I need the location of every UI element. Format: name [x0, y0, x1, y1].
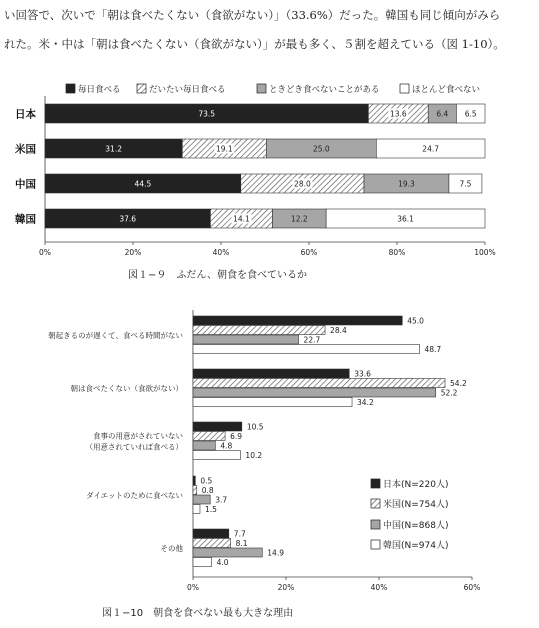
data-label: 1.5: [204, 505, 217, 514]
x-tick-label: 40%: [370, 583, 388, 592]
x-tick-label: 100%: [474, 248, 496, 257]
category-label: 食事の用意がされていない: [93, 431, 183, 441]
legend-label-1: 日本(N=220人): [383, 480, 449, 490]
bar: [193, 326, 325, 335]
bar: [193, 505, 200, 514]
x-tick-label: 20%: [277, 583, 295, 592]
figure-1-stacked-bar-chart: [0, 75, 539, 345]
data-label: 19.3: [398, 179, 415, 189]
intro-text-line-1: い回答で、次いで「朝は食べたくない（食欲がない）」（33.6%）だった。韓国も同じ傾向がみら: [4, 8, 501, 22]
category-label: その他: [160, 544, 183, 553]
legend-label-2: 米国(N=754人): [383, 500, 449, 510]
category-label: 日本: [15, 108, 36, 121]
x-tick-label: 0%: [187, 583, 199, 592]
legend-label-2: だいたい毎日食べる: [149, 85, 226, 95]
x-tick-label: 40%: [212, 248, 230, 257]
legend-label-4: 韓国(N=974人): [383, 541, 449, 551]
data-label: 4.0: [216, 558, 229, 567]
bar: [193, 345, 419, 354]
category-label: 中国: [15, 178, 36, 191]
data-label: 10.5: [246, 422, 264, 432]
data-label: 52.2: [440, 388, 458, 398]
bar: [193, 398, 352, 407]
data-label: 4.8: [220, 441, 233, 451]
data-label: 73.5: [198, 109, 216, 119]
data-label: 8.1: [235, 539, 248, 548]
bar: [193, 432, 225, 441]
legend-swatch-2: [137, 84, 146, 93]
bar: [193, 451, 240, 460]
bar: [193, 476, 195, 485]
data-label: 0.5: [200, 476, 213, 486]
data-label: 28.0: [294, 179, 311, 189]
bar: [193, 388, 436, 397]
intro-text-line-2: れた。米・中は「朝は食べたくない（食欲がない）」が最も多く、５割を超えている（図 1-10）。: [4, 37, 505, 51]
legend-label-3: ときどき食べないことがある: [269, 85, 380, 95]
legend-swatch-4: [371, 540, 380, 549]
data-label: 6.5: [464, 109, 477, 119]
data-label: 14.9: [267, 548, 284, 558]
data-label: 3.7: [215, 495, 228, 505]
category-label: 米国: [15, 143, 36, 156]
data-label: 10.2: [245, 451, 263, 460]
data-label: 45.0: [407, 316, 424, 326]
data-label: 25.0: [312, 144, 330, 154]
category-label: （用意されていれば食べる）: [85, 442, 183, 452]
data-label: 7.7: [233, 529, 246, 539]
bar: [193, 422, 242, 431]
legend-swatch-3: [257, 84, 266, 93]
data-label: 54.2: [450, 379, 467, 388]
legend-label-1: 毎日食べる: [78, 85, 121, 95]
legend-swatch-1: [371, 479, 380, 488]
bar: [193, 316, 402, 325]
data-label: 6.4: [436, 109, 449, 119]
category-label: 韓国: [15, 213, 36, 226]
x-tick-label: 80%: [388, 248, 406, 257]
data-label: 33.6: [354, 369, 371, 379]
x-tick-label: 60%: [300, 248, 318, 257]
data-label: 37.6: [119, 214, 137, 224]
bar: [193, 335, 299, 344]
x-tick-label: 20%: [124, 248, 142, 257]
legend-swatch-2: [371, 499, 380, 508]
bar: [193, 369, 349, 378]
data-label: 44.5: [134, 179, 152, 189]
data-label: 19.1: [215, 144, 233, 154]
data-label: 48.7: [424, 345, 442, 354]
data-label: 31.2: [105, 144, 122, 154]
bar: [193, 441, 215, 450]
bar: [193, 529, 229, 538]
legend-swatch-1: [66, 84, 75, 93]
data-label: 12.2: [290, 214, 308, 224]
data-label: 6.9: [230, 432, 243, 441]
data-label: 34.2: [357, 398, 374, 407]
data-label: 7.5: [459, 179, 472, 189]
figure-2-caption: 図１−10 朝食を食べない最も大きな理由: [102, 608, 294, 619]
bar: [193, 495, 210, 504]
legend-swatch-4: [400, 84, 409, 93]
figure-2-grouped-bar-chart: [0, 310, 539, 610]
x-tick-label: 0%: [39, 248, 51, 257]
bar: [193, 558, 212, 567]
data-label: 22.7: [303, 335, 321, 345]
bar: [193, 539, 231, 548]
bar: [193, 548, 262, 557]
category-label: 朝は食べたくない（食欲がない）: [70, 384, 183, 393]
data-label: 24.7: [422, 144, 440, 154]
x-tick-label: 60%: [463, 583, 481, 592]
data-label: 28.4: [330, 326, 347, 335]
data-label: 0.8: [201, 486, 214, 495]
category-label: 朝起きるのが遅くて、食べる時間がない: [48, 331, 183, 340]
figure-1-caption: 図１−９ ふだん、朝食を食べているか: [128, 270, 307, 281]
data-label: 14.1: [233, 214, 250, 224]
data-label: 13.6: [389, 109, 407, 119]
bar: [193, 379, 445, 388]
bar: [193, 486, 197, 495]
data-label: 36.1: [397, 214, 414, 224]
category-label: ダイエットのために食べない: [86, 491, 183, 500]
legend-label-4: ほとんど食べない: [412, 85, 481, 95]
legend-swatch-3: [371, 520, 380, 529]
legend-label-3: 中国(N=868人): [383, 521, 449, 531]
